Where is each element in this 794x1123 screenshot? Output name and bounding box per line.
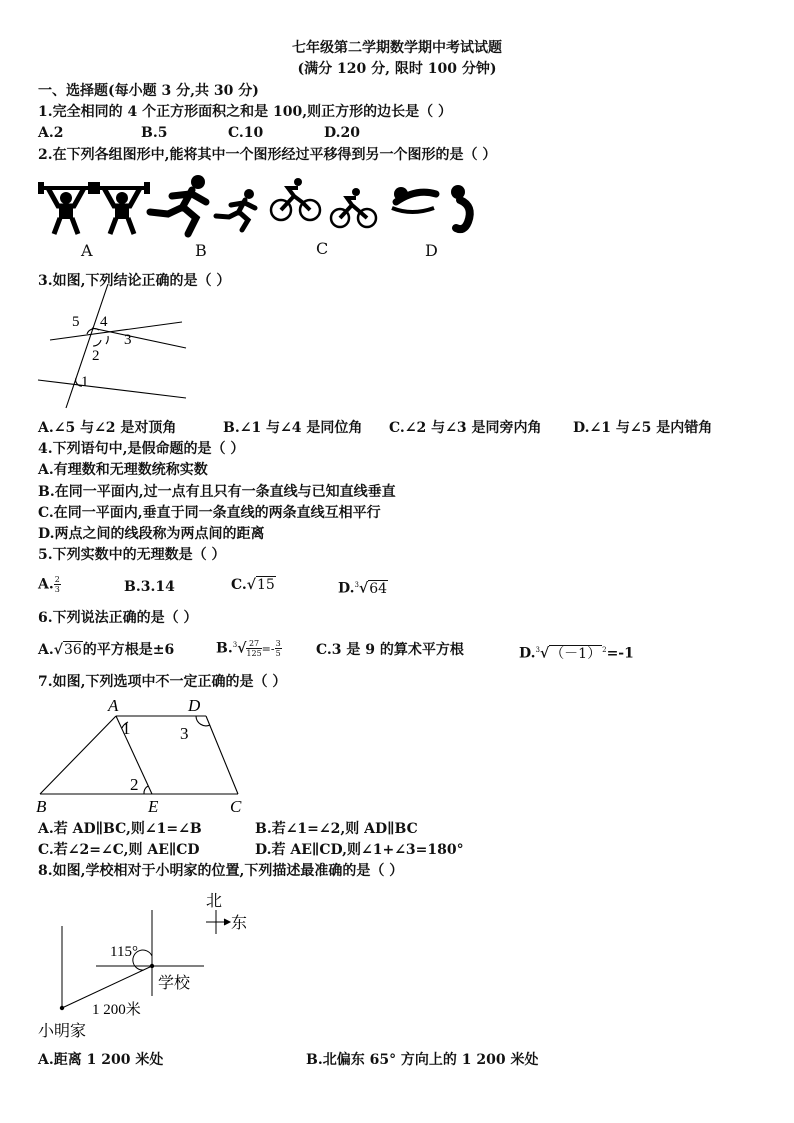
q1-option-c: C.10	[228, 125, 264, 141]
cyclist-icon	[331, 188, 376, 227]
q6-stem: 6.下列说法正确的是（ ）	[38, 610, 198, 626]
q1-option-d: D.20	[324, 125, 360, 141]
q7-label-d: D	[188, 696, 201, 715]
q5-option-d: D.$^3$√64	[338, 580, 388, 597]
q3-option-b: B.∠1 与∠4 是同位角	[223, 420, 363, 436]
q7-label-b: B	[36, 797, 47, 816]
q1-option-b: B.5	[141, 125, 168, 141]
q7-option-c: C.若∠2=∠C,则 AE∥CD	[38, 842, 200, 858]
q5-option-a: A. $\frac{2}{3}$	[38, 575, 60, 594]
q6-option-d: $D.^3√(-1)^2=-1$	[519, 645, 634, 662]
q5-option-c: C.√15	[231, 577, 275, 593]
q6-option-b: B.$^3$√ $\frac{27}{125}$ =- $\frac{3}{5}$	[216, 639, 281, 659]
q3-label-4: 4	[100, 314, 108, 330]
q8-distance-label: 1 200米	[92, 1002, 141, 1018]
q8-home-label: 小明家	[38, 1023, 87, 1040]
q2-label-c: C	[316, 239, 329, 258]
q2-label-d: D	[425, 241, 438, 260]
q7-option-a: A.若 AD∥BC,则∠1=∠B	[38, 821, 202, 837]
q8-figure	[34, 884, 274, 1044]
q6-option-c: C.3 是 9 的算术平方根	[316, 642, 464, 658]
page-title: 七年级第二学期数学期中考试试题	[292, 40, 502, 56]
page-subtitle: (满分 120 分, 限时 100 分钟)	[297, 61, 497, 77]
q8-stem: 8.如图,学校相对于小明家的位置,下列描述最准确的是（ ）	[38, 863, 404, 879]
q6-option-a: A.√36的平方根是±6	[38, 642, 175, 658]
runner-icon	[216, 189, 255, 230]
compass-north: 北	[206, 893, 223, 910]
q4-option-b: B.在同一平面内,过一点有且只有一条直线与已知直线垂直	[38, 484, 396, 500]
cyclist-icon	[271, 178, 320, 220]
q7-label-e: E	[148, 797, 159, 816]
q3-option-a: A.∠5 与∠2 是对顶角	[38, 420, 177, 436]
q4-option-d: D.两点之间的线段称为两点间的距离	[38, 526, 265, 542]
q3-stem: 3.如图,下列结论正确的是（ ）	[38, 273, 231, 289]
q7-option-b: B.若∠1=∠2,则 AD∥BC	[255, 821, 418, 837]
q1-stem: 1.完全相同的 4 个正方形面积之和是 100,则正方形的边长是（ ）	[38, 104, 452, 120]
q7-label-2: 2	[130, 775, 139, 794]
q3-label-2: 2	[92, 348, 100, 364]
q3-figure	[36, 282, 196, 410]
q2-label-a: A	[81, 241, 93, 260]
q8-school-label: 学校	[158, 975, 191, 992]
q7-label-3: 3	[180, 724, 189, 743]
q8-option-a: A.距离 1 200 米处	[38, 1052, 164, 1068]
q7-label-a: A	[108, 696, 119, 715]
runner-icon	[150, 175, 206, 234]
q4-option-c: C.在同一平面内,垂直于同一条直线的两条直线互相平行	[38, 505, 381, 521]
q3-label-3: 3	[124, 332, 132, 348]
compass-icon	[206, 910, 230, 934]
q2-figure	[36, 172, 486, 264]
q2-label-b: B	[195, 241, 207, 260]
q7-option-d: D.若 AE∥CD,则∠1+∠3=180°	[255, 842, 464, 858]
q4-option-a: A.有理数和无理数统称实数	[38, 462, 208, 478]
q5-stem: 5.下列实数中的无理数是（ ）	[38, 547, 226, 563]
q7-label-c: C	[230, 797, 242, 816]
q5-option-b: B.3.14	[124, 579, 175, 595]
swimmer-icon	[451, 185, 470, 229]
q8-angle-label: 115°	[110, 944, 138, 960]
compass-east: 东	[231, 915, 248, 932]
q4-stem: 4.下列语句中,是假命题的是（ ）	[38, 441, 245, 457]
q3-label-1: 1	[81, 374, 89, 390]
q8-option-b: B.北偏东 65° 方向上的 1 200 米处	[306, 1052, 539, 1068]
q7-label-1: 1	[122, 719, 131, 738]
q3-option-c: C.∠2 与∠3 是同旁内角	[389, 420, 542, 436]
q7-stem: 7.如图,下列选项中不一定正确的是（ ）	[38, 674, 287, 690]
q2-stem: 2.在下列各组图形中,能将其中一个图形经过平移得到另一个图形的是（ ）	[38, 147, 497, 163]
weightlifter-icon	[94, 182, 150, 234]
swimmer-icon	[392, 187, 436, 212]
weightlifter-icon	[38, 182, 94, 234]
q7-figure	[34, 692, 254, 818]
q3-option-d: D.∠1 与∠5 是内错角	[573, 420, 713, 436]
section-heading: 一、选择题(每小题 3 分,共 30 分)	[38, 83, 259, 99]
q3-label-5: 5	[72, 314, 80, 330]
q1-option-a: A.2	[38, 125, 64, 141]
